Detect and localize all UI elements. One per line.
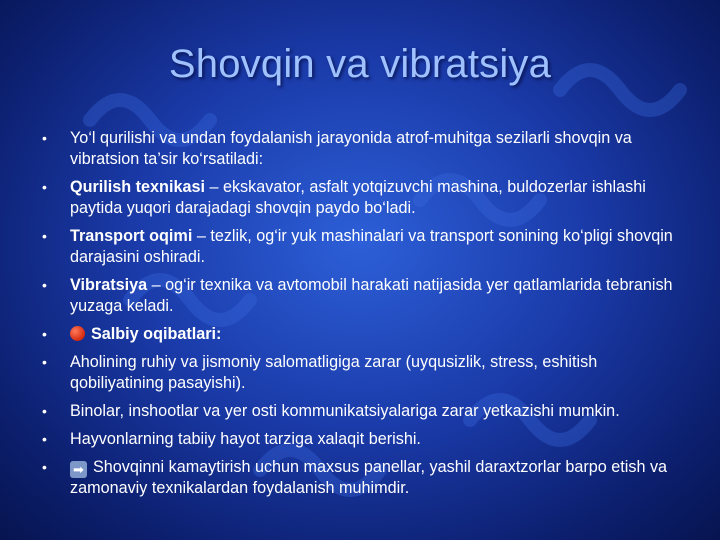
- bullet-text: Aholining ruhiy va jismoniy salomatligiga zarar (uyqusizlik, stress, eshitish qobiliyatining pasayishi).: [70, 353, 598, 392]
- bullet-item: [40, 128, 680, 170]
- bullet-marker: •: [42, 228, 47, 244]
- bullet-marker: •: [42, 403, 47, 419]
- bullet-text: Shovqinni kamaytirish uchun maxsus panellar, yashil daraxtzorlar barpo etish va zamonaviy texnikalardan foydalanish muhimdir.: [70, 458, 668, 497]
- bullet-item: [40, 457, 680, 499]
- bullet-marker: •: [42, 459, 47, 475]
- bullet-item: [40, 324, 680, 345]
- bullet-term: Qurilish texnikasi: [70, 178, 205, 196]
- bullet-text: – ekskavator, asfalt yotqizuvchi mashina, buldozerlar ishlashi paytida yuqori darajadagi shovqin paydo bo‘ladi.: [70, 178, 646, 217]
- bullet-marker: •: [42, 431, 47, 447]
- bullet-item: [40, 177, 680, 219]
- bullet-item: [40, 352, 680, 394]
- bullet-text: – tezlik, og‘ir yuk mashinalari va transport sonining ko‘pligi shovqin darajasini oshiradi.: [70, 227, 673, 266]
- bullet-text: – og‘ir texnika va avtomobil harakati natijasida yer qatlamlarida tebranish yuzaga keladi.: [70, 276, 673, 315]
- bullet-marker: •: [42, 130, 47, 146]
- bullet-term: Vibratsiya: [70, 276, 148, 294]
- bullet-item: [40, 401, 680, 422]
- bullet-item: [40, 429, 680, 450]
- bullet-list: [40, 128, 680, 506]
- bullet-marker: •: [42, 326, 47, 342]
- bullet-text: Yo‘l qurilishi va undan foydalanish jarayonida atrof-muhitga sezilarli shovqin va vibratsion ta’sir ko‘rsatiladi:: [70, 129, 632, 168]
- bullet-term: Transport oqimi: [70, 227, 193, 245]
- right-arrow-icon: ➡: [70, 461, 87, 478]
- bullet-item: [40, 275, 680, 317]
- red-circle-icon: [70, 326, 85, 341]
- bullet-marker: •: [42, 354, 47, 370]
- bullet-item: [40, 226, 680, 268]
- bullet-term: Salbiy oqibatlari:: [91, 325, 222, 343]
- bullet-marker: •: [42, 277, 47, 293]
- bullet-text: Binolar, inshootlar va yer osti kommunikatsiyalariga zarar yetkazishi mumkin.: [70, 402, 620, 420]
- bullet-text: Hayvonlarning tabiiy hayot tarziga xalaqit berishi.: [70, 430, 421, 448]
- slide-title: Shovqin va vibratsiya: [168, 42, 552, 86]
- bullet-marker: •: [42, 179, 47, 195]
